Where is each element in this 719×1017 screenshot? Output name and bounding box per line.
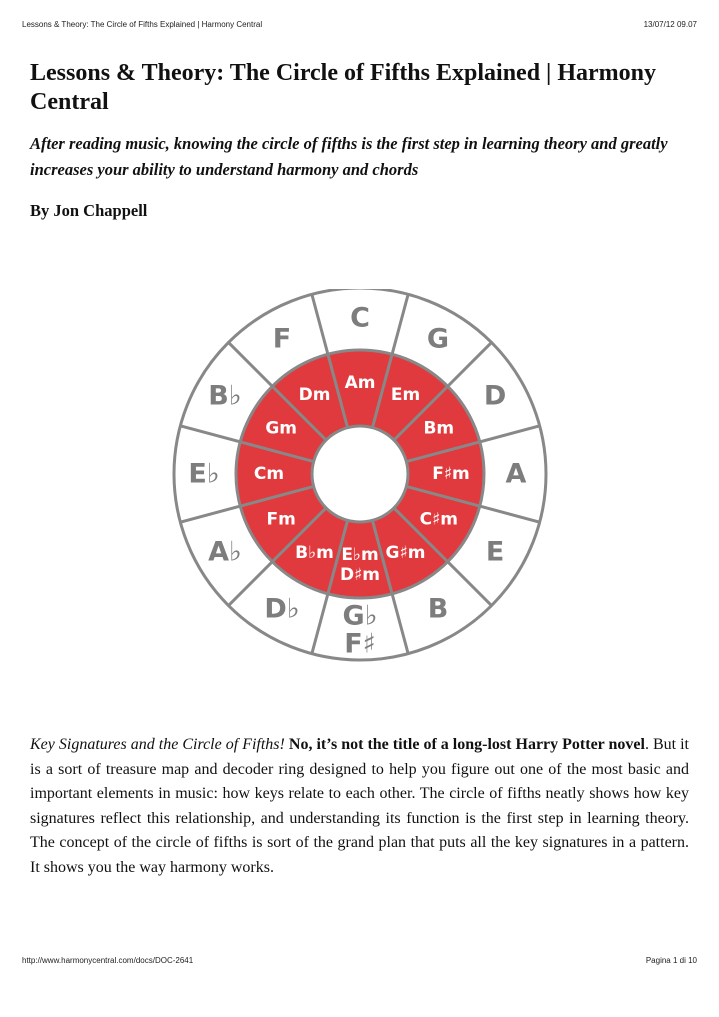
major-key-label: A [505,458,527,490]
print-header [22,20,697,29]
minor-key-label: D♯m [339,565,381,585]
minor-key-label: Fm [266,509,296,530]
circle-of-fifths-figure [160,289,560,674]
major-key-label: D [483,380,507,412]
major-key-label: A♭ [208,536,242,568]
minor-key-label: Bm [423,418,455,439]
print-footer-url: http://www.harmonycentral.com/docs/DOC-2641 [22,956,194,965]
article-byline: By Jon Chappell [30,201,148,220]
major-key-label: E [485,536,505,568]
minor-key-label: Gm [265,418,298,439]
print-header-title: Lessons & Theory: The Circle of Fifths Explained | Harmony Central [22,20,263,29]
print-footer [22,956,697,965]
major-key-label: B♭ [208,380,242,412]
minor-key-label: F♯m [432,464,470,484]
print-header-datetime: 13/07/12 09.07 [643,20,697,29]
major-key-label: F [272,323,292,355]
minor-key-label: C♯m [419,509,459,530]
print-footer-page-number: Pagina 1 di 10 [645,956,697,965]
major-key-label: C [350,302,370,334]
major-key-label: G♭ [342,600,378,632]
lead-bold: No, it’s not the title of a long-lost Harry Potter novel [284,736,645,753]
article-body [30,733,689,880]
minor-key-label: Em [390,385,421,406]
minor-key-label: Dm [298,385,331,406]
minor-key-label: Am [344,373,376,393]
major-key-label: B [427,593,449,625]
center-hole [312,426,408,522]
circle-of-fifths-diagram [160,289,560,674]
minor-key-label: E♭m [341,545,379,565]
major-key-label: E♭ [188,458,220,490]
article-title: Lessons & Theory: The Circle of Fifths Explained | Harmony Central [30,60,656,115]
minor-key-label: B♭m [295,542,334,563]
minor-key-label: Cm [253,464,285,484]
article-subtitle: After reading music, knowing the circle of fifths is the first step in learning theory and greatly increases your ability to understand harmony and chords [30,134,668,179]
major-key-label: F♯ [344,628,376,660]
lead-italic: Key Signatures and the Circle of Fifths! [30,736,285,753]
major-key-label: D♭ [264,593,300,625]
body-rest: . But it is a sort of treasure map and decoder ring designed to help you figure out one of the most basic and important elements in music: how keys relate to each other. The circle of fifths neatly shows how key signatures reflect this relationship, and understanding its function is the first step in learning theory. The concept of the circle of fifths is sort of the grand plan that puts all the key signatures in a pattern. It shows you the way harmony works. [30,736,690,876]
minor-key-label: G♯m [385,542,426,563]
major-key-label: G [426,323,450,355]
